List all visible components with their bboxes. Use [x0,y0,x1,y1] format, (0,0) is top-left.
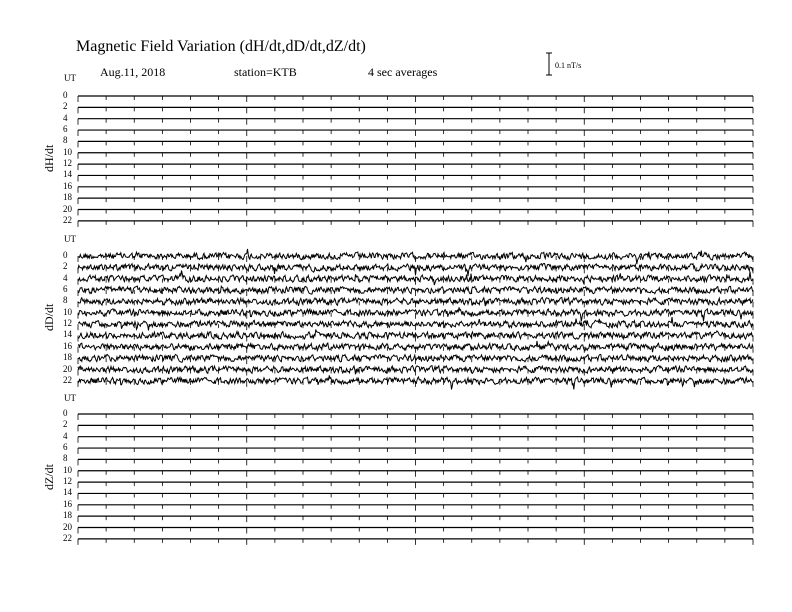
hour-tick-label: 16 [63,498,72,509]
station-label: station=KTB [234,65,297,79]
hour-tick-label: 0 [63,250,68,260]
hour-tick-label: 4 [63,430,68,441]
hour-tick-label: 2 [63,419,68,430]
hour-tick-label: 0 [63,408,68,418]
hour-tick-label: 12 [63,476,72,487]
hour-tick-label: 10 [63,464,72,475]
trace-line [78,375,753,389]
hour-tick-label: 10 [63,146,72,157]
ut-axis-label: UT [64,73,76,83]
ut-axis-label: UT [64,234,76,244]
component-label: dH/dt [42,144,56,172]
hour-tick-label: 6 [63,124,68,135]
hour-tick-label: 8 [63,453,68,464]
hour-tick-label: 16 [63,180,72,191]
hour-tick-label: 22 [63,532,72,543]
hour-tick-label: 14 [63,329,72,340]
scale-bar-label: 0.1 nT/s [555,61,582,70]
component-label: dD/dt [42,303,56,331]
hour-tick-label: 18 [63,192,72,203]
hour-tick-label: 0 [63,90,68,100]
component-label: dZ/dt [42,464,56,490]
hour-tick-label: 16 [63,340,72,351]
hour-tick-label: 14 [63,487,72,498]
hour-tick-label: 18 [63,352,72,363]
hour-tick-label: 14 [63,169,72,180]
hour-tick-label: 8 [63,135,68,146]
hour-tick-label: 20 [63,203,72,214]
hour-tick-label: 4 [63,112,68,123]
hour-tick-label: 2 [63,101,68,112]
chart-title: Magnetic Field Variation (dH/dt,dD/dt,dZ/dt) [76,38,366,55]
hour-tick-label: 12 [63,158,72,169]
hour-tick-label: 18 [63,510,72,521]
hour-tick-label: 4 [63,272,68,283]
hour-tick-label: 20 [63,363,72,374]
hour-tick-label: 6 [63,284,68,295]
ut-axis-label: UT [64,393,76,403]
hour-tick-label: 10 [63,306,72,317]
hour-tick-label: 12 [63,318,72,329]
hour-tick-label: 8 [63,295,68,306]
hour-tick-label: 22 [63,214,72,225]
date-label: Aug.11, 2018 [100,65,166,79]
averaging-label: 4 sec averages [368,65,438,79]
hour-tick-label: 2 [63,261,68,272]
hour-tick-label: 20 [63,521,72,532]
hour-tick-label: 22 [63,374,72,385]
hour-tick-label: 6 [63,442,68,453]
